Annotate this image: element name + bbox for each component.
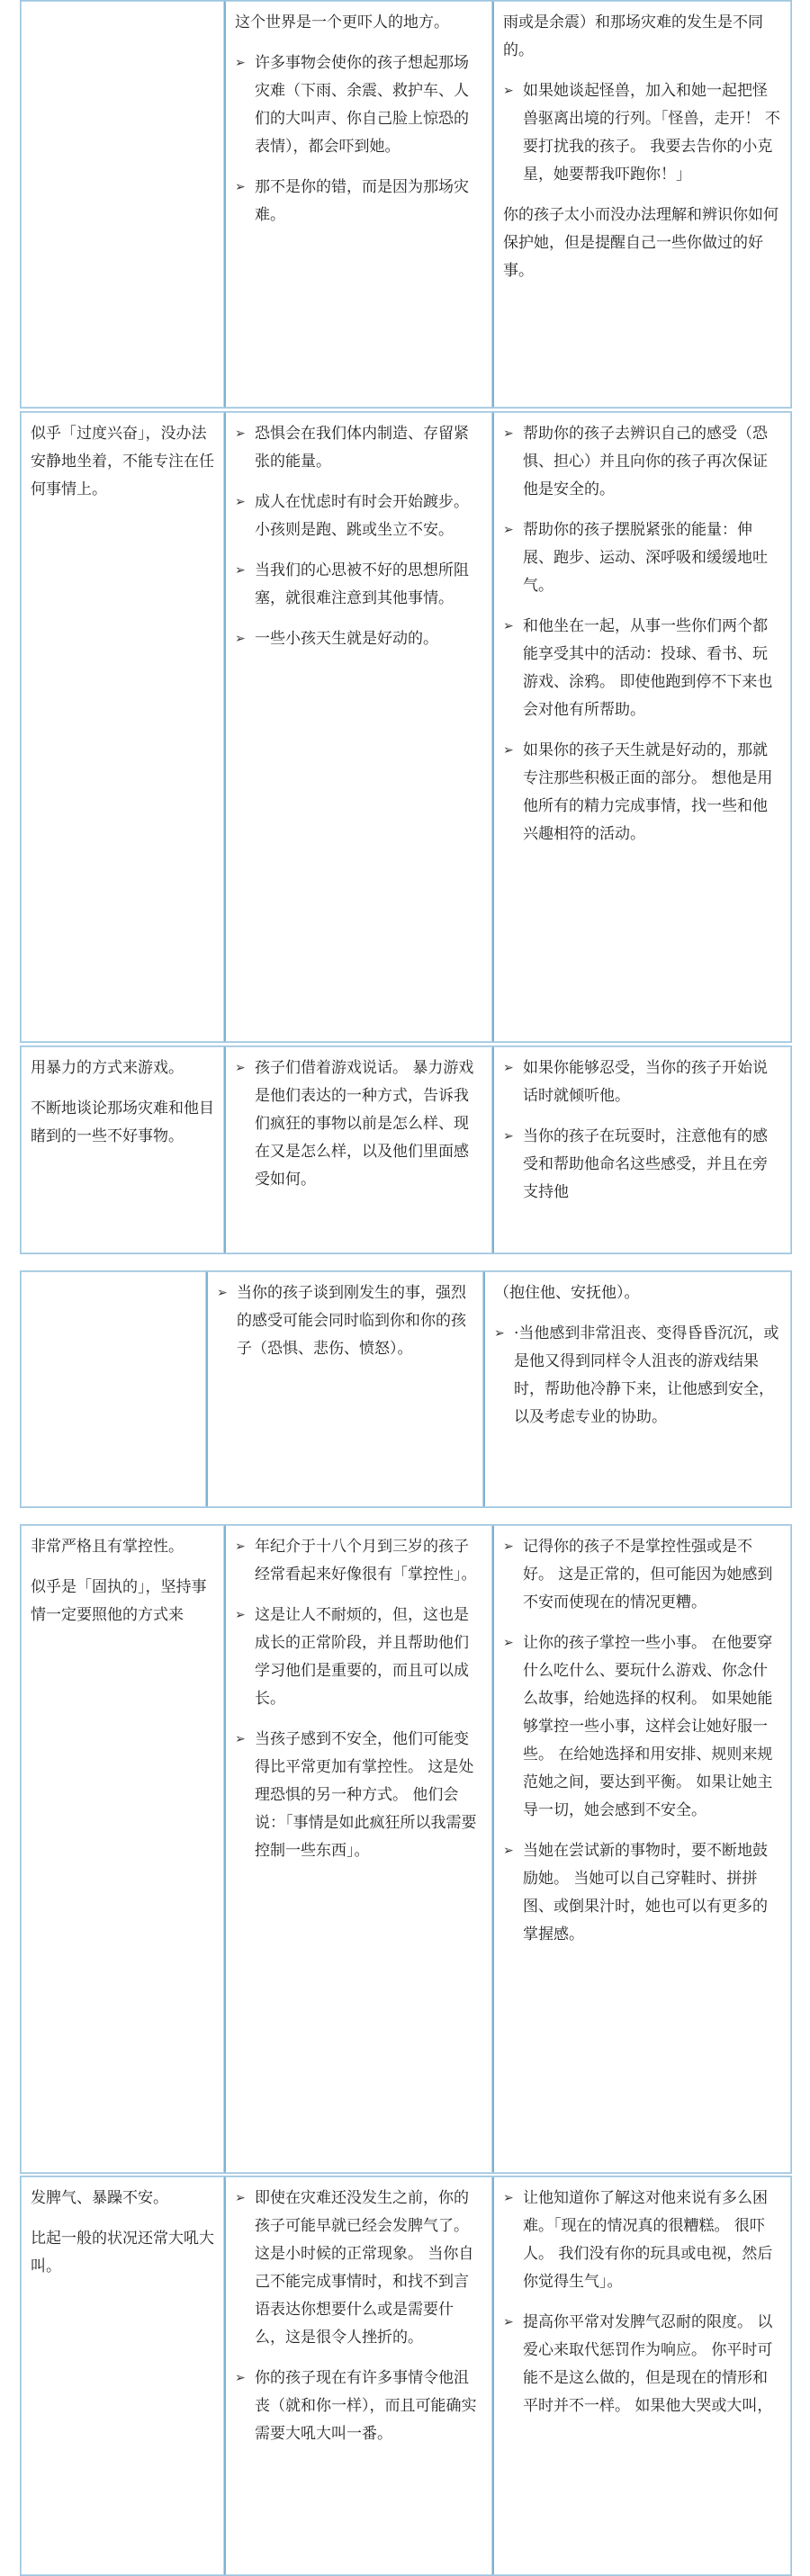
arrow-bullet-icon: ➢ xyxy=(235,2371,246,2385)
cell-reaction xyxy=(21,1525,224,2173)
cell-reason xyxy=(206,1271,483,1507)
table-block-6 xyxy=(20,2176,792,2576)
paragraph-text: 发脾气、暴躁不安。 xyxy=(31,2189,168,2207)
bullet-text: 帮助你的孩子摆脱紧张的能量：伸展、跑步、运动、深呼吸和缓缓地吐气。 xyxy=(523,521,768,595)
bullet-text: 如果你能够忍受，当你的孩子开始说话时就倾听他。 xyxy=(523,1059,768,1105)
bullet-item xyxy=(503,613,781,724)
arrow-bullet-icon: ➢ xyxy=(235,1732,246,1746)
arrow-bullet-icon: ➢ xyxy=(235,180,246,194)
bullet-item xyxy=(503,1533,781,1617)
bullet-item xyxy=(503,1123,781,1207)
arrow-bullet-icon: ➢ xyxy=(235,1061,246,1075)
bullet-text: 成人在忧虑时有时会开始踱步。 小孩则是跑、跳或坐立不安。 xyxy=(255,493,469,539)
paragraph-text: 非常严格且有掌控性。 xyxy=(31,1538,184,1556)
arrow-bullet-icon: ➢ xyxy=(503,2191,514,2205)
cell-reason xyxy=(224,2177,492,2575)
bullet-item xyxy=(503,516,781,600)
cell-reason xyxy=(224,1046,492,1253)
bullet-text: 如果她谈起怪兽，加入和她一起把怪兽驱离出境的行列。「怪兽，走开！ 不要打扰我的孩子。 我要去告你的小克星，她要帮我吓跑你！」 xyxy=(523,82,780,184)
bullet-text: 帮助你的孩子去辨识自己的感受（恐惧、担心）并且向你的孩子再次保证他是安全的。 xyxy=(523,425,768,498)
arrow-bullet-icon: ➢ xyxy=(503,1636,514,1650)
arrow-bullet-icon: ➢ xyxy=(503,84,514,98)
arrow-bullet-icon: ➢ xyxy=(503,426,514,441)
bullet-text: 当我们的心思被不好的思想所阻塞，就很难注意到其他事情。 xyxy=(255,561,469,607)
bullet-text: 如果你的孩子天生就是好动的，那就专注那些积极正面的部分。 想他是用他所有的精力完成事情，找一些和他兴趣相符的活动。 xyxy=(523,741,773,843)
bullet-text: 孩子们借着游戏说话。 暴力游戏是他们表达的一种方式，告诉我们疯狂的事物以前是怎么样、现在又是怎么样，以及他们里面感受如何。 xyxy=(255,1059,474,1189)
bullet-text: 提高你平常对发脾气忍耐的限度。 以爱心来取代惩罚作为响应。 你平时可能不是这么做的，但是现在的情形和平时并不一样。 如果他大哭或大叫， xyxy=(523,2313,773,2415)
arrow-bullet-icon: ➢ xyxy=(235,1608,246,1622)
paragraph-text: 不断地谈论那场灾难和他目睹到的一些不好事物。 xyxy=(31,1100,214,1145)
bullet-text: 年纪介于十八个月到三岁的孩子经常看起来好像很有「掌控性」。 xyxy=(255,1538,477,1584)
arrow-bullet-icon: ➢ xyxy=(235,563,246,578)
bullet-item xyxy=(235,1533,482,1589)
table-block-3 xyxy=(20,1046,792,1254)
paragraph-text: 似乎是「固执的」，坚持事情一定要照他的方式来 xyxy=(31,1578,207,1624)
bullet-text: 和他坐在一起，从事一些你们两个都能享受其中的活动：投球、看书、玩游戏、涂鸦。 即使他跑到停不下来也会对他有所帮助。 xyxy=(523,617,773,719)
bullet-item xyxy=(235,1055,482,1194)
table-block-1 xyxy=(20,0,792,408)
arrow-bullet-icon: ➢ xyxy=(503,2315,514,2329)
bullet-text: 让他知道你了解这对他来说有多么困难。「现在的情况真的很糟糕。 很吓人。 我们没有你的玩具或电视，然后你觉得生气」。 xyxy=(523,2189,773,2291)
arrow-bullet-icon: ➢ xyxy=(503,743,514,758)
bullet-text: 许多事物会使你的孩子想起那场灾难（下雨、余震、救护车、人们的大叫声、你自己脸上惊恐的表情），都会吓到她。 xyxy=(255,54,469,156)
cell-reaction xyxy=(21,1046,224,1253)
bullet-item xyxy=(235,420,482,476)
paragraph-text: 用暴力的方式来游戏。 xyxy=(31,1059,184,1077)
arrow-bullet-icon: ➢ xyxy=(503,523,514,537)
bullet-item xyxy=(494,1320,781,1432)
bullet-text: 你的孩子现在有许多事情令他沮丧（就和你一样），而且可能确实需要大吼大叫一番。 xyxy=(255,2369,477,2443)
bullet-item xyxy=(235,2365,482,2448)
bullet-item xyxy=(503,77,781,189)
table-block-4 xyxy=(20,1270,792,1508)
arrow-bullet-icon: ➢ xyxy=(503,1129,514,1144)
cell-reaction xyxy=(21,2177,224,2575)
bullet-item xyxy=(503,737,781,848)
bullet-item xyxy=(235,625,482,653)
table-block-5 xyxy=(20,1524,792,2174)
arrow-bullet-icon: ➢ xyxy=(235,632,246,646)
arrow-bullet-icon: ➢ xyxy=(235,1539,246,1554)
bullet-item xyxy=(235,557,482,613)
cell-response xyxy=(483,1271,791,1507)
arrow-bullet-icon: ➢ xyxy=(503,1539,514,1554)
paragraph-text: 你的孩子太小而没办法理解和辨识你如何保护她，但是提醒自己一些你做过的好事。 xyxy=(503,206,778,280)
paragraph-text: 这个世界是一个更吓人的地方。 xyxy=(235,13,449,31)
table-block-2 xyxy=(20,411,792,1043)
bullet-text: 恐惧会在我们体内制造、存留紧张的能量。 xyxy=(255,425,469,471)
bullet-text: 即使在灾难还没发生之前，你的孩子可能早就已经会发脾气了。 这是小时候的正常现象。 当你自己不能完成事情时，和找不到言语表达你想要什么或是需要什么，这是很令人挫折的。 xyxy=(255,2189,474,2347)
bullet-text: 当你的孩子在玩耍时，注意他有的感受和帮助他命名这些感受，并且在旁支持他 xyxy=(523,1127,768,1201)
bullet-item xyxy=(235,49,482,161)
arrow-bullet-icon: ➢ xyxy=(235,426,246,441)
cell-reason xyxy=(224,412,492,1042)
bullet-item xyxy=(503,1055,781,1110)
bullet-text: 那不是你的错，而是因为那场灾难。 xyxy=(255,178,469,224)
paragraph-text: （抱住他、安抚他）。 xyxy=(494,1284,640,1302)
bullet-text: 记得你的孩子不是掌控性强或是不好。 这是正常的，但可能因为她感到不安而使现在的情况更糟。 xyxy=(523,1538,773,1611)
cell-reason xyxy=(224,1525,492,2173)
bullet-item xyxy=(503,1837,781,1949)
cell-response xyxy=(492,412,791,1042)
cell-reaction xyxy=(21,412,224,1042)
bullet-text: 一些小孩天生就是好动的。 xyxy=(255,630,438,648)
bullet-text: 这是让人不耐烦的，但，这也是成长的正常阶段，并且帮助他们学习他们是重要的，而且可以成长。 xyxy=(255,1606,469,1708)
bullet-text: ·当他感到非常沮丧、变得昏昏沉沉，或是他又得到同样令人沮丧的游戏结果时，帮助他冷静下来，让他感到安全，以及考虑专业的协助。 xyxy=(514,1324,779,1426)
bullet-item xyxy=(217,1279,473,1363)
arrow-bullet-icon: ➢ xyxy=(494,1326,505,1341)
bullet-item xyxy=(235,1602,482,1713)
bullet-item xyxy=(503,2185,781,2296)
arrow-bullet-icon: ➢ xyxy=(235,495,246,509)
arrow-bullet-icon: ➢ xyxy=(235,2191,246,2205)
bullet-item xyxy=(235,489,482,544)
arrow-bullet-icon: ➢ xyxy=(235,56,246,70)
bullet-item xyxy=(503,1629,781,1825)
cell-reaction xyxy=(21,1271,206,1507)
bullet-item xyxy=(503,2309,781,2420)
bullet-text: 当她在尝试新的事物时，要不断地鼓励她。 当她可以自己穿鞋时、拼拼图、或倒果汁时，她也可以有更多的掌握感。 xyxy=(523,1842,768,1943)
bullet-item xyxy=(235,1726,482,1865)
paragraph-text: 似乎「过度兴奋」，没办法安静地坐着，不能专注在任何事情上。 xyxy=(31,425,214,498)
arrow-bullet-icon: ➢ xyxy=(503,1061,514,1075)
cell-reaction xyxy=(21,1,224,408)
arrow-bullet-icon: ➢ xyxy=(503,619,514,633)
bullet-item xyxy=(235,2185,482,2352)
cell-response xyxy=(492,1525,791,2173)
cell-reason xyxy=(224,1,492,408)
cell-response xyxy=(492,1,791,408)
arrow-bullet-icon: ➢ xyxy=(217,1286,228,1300)
cell-response xyxy=(492,1046,791,1253)
paragraph-text: 比起一般的状况还常大吼大叫。 xyxy=(31,2230,214,2275)
bullet-text: 当你的孩子谈到刚发生的事，强烈的感受可能会同时临到你和你的孩子（恐惧、悲伤、愤怒）。 xyxy=(237,1284,466,1358)
bullet-item xyxy=(503,420,781,504)
paragraph-text: 雨或是余震）和那场灾难的发生是不同的。 xyxy=(503,13,763,59)
arrow-bullet-icon: ➢ xyxy=(503,1844,514,1858)
cell-response xyxy=(492,2177,791,2575)
bullet-text: 让你的孩子掌控一些小事。 在他要穿什么吃什么、要玩什么游戏、你念什么故事，给她选择的权利。 如果她能够掌控一些小事，这样会让她好服一些。 在给她选择和用安排、规则来规范她之间，要达到平衡。 如果让她主导一切，她会感到不安全。 xyxy=(523,1634,773,1819)
bullet-item xyxy=(235,174,482,229)
bullet-text: 当孩子感到不安全，他们可能变得比平常更加有掌控性。 这是处理恐惧的另一种方式。 他们会说：「事情是如此疯狂所以我需要控制一些东西」。 xyxy=(255,1730,477,1860)
